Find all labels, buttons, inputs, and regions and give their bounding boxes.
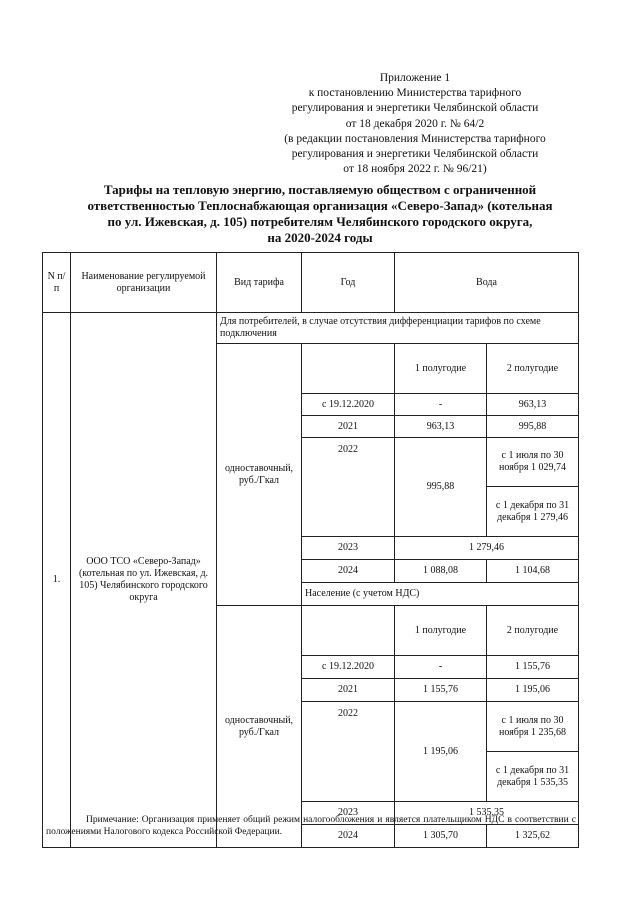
value-cell: 963,13 — [487, 394, 579, 416]
tariff-type-cell: одноставочный, руб./Гкал — [217, 344, 302, 606]
title-line: Тарифы на тепловую энергию, поставляемую обществом с ограниченной — [103, 182, 537, 197]
year-cell: 2024 — [302, 825, 395, 848]
year-cell: 2021 — [302, 679, 395, 702]
year-cell: с 19.12.2020 — [302, 394, 395, 416]
value-cell: - — [395, 656, 487, 679]
value-cell: с 1 декабря по 31 декабря 1 535,35 — [487, 752, 579, 802]
document-title — [40, 182, 600, 246]
year-cell: 2022 — [302, 438, 395, 537]
appendix-line: Приложение 1 — [379, 72, 451, 84]
appendix-line: от 18 ноября 2022 г. № 96/21) — [343, 163, 487, 176]
value-cell: с 1 декабря по 31 декабря 1 279,46 — [487, 487, 579, 537]
header-year: Год — [302, 253, 395, 313]
value-cell: 1 088,08 — [395, 560, 487, 583]
tariff-type-cell: одноставочный, руб./Гкал — [217, 606, 302, 848]
year-cell: 2023 — [302, 802, 395, 825]
value-cell: 1 104,68 — [487, 560, 579, 583]
value-cell: 995,88 — [487, 416, 579, 438]
header-tariff-type: Вид тарифа — [217, 253, 302, 313]
organization-name: ООО ТСО «Северо-Запад» (котельная по ул. Ижевская, д. 105) Челябинского городского округа — [71, 313, 217, 848]
empty-cell — [302, 344, 395, 394]
appendix-header — [250, 71, 580, 177]
value-cell: 995,88 — [395, 438, 487, 537]
value-cell: с 1 июля по 30 ноября 1 029,74 — [487, 438, 579, 487]
value-cell: 1 195,06 — [487, 679, 579, 702]
appendix-line: к постановлению Министерства тарифного — [308, 87, 522, 100]
value-cell: 1 195,06 — [395, 702, 487, 802]
year-cell: 2022 — [302, 702, 395, 802]
half2-header: 2 полугодие — [487, 606, 579, 656]
appendix-line: (в редакции постановления Министерства тарифного — [284, 132, 546, 145]
year-cell: 2021 — [302, 416, 395, 438]
footnote: Примечание: Организация применяет общий режим налогообложения и является плательщиком НДС в соответствии с положениями Налогового кодекса Российской Федерации. — [46, 815, 576, 837]
header-org: Наименование регулируемой организации — [71, 253, 217, 313]
year-cell: 2024 — [302, 560, 395, 583]
half2-header: 2 полугодие — [487, 344, 579, 394]
value-cell: 1 305,70 — [395, 825, 487, 848]
year-cell: с 19.12.2020 — [302, 656, 395, 679]
empty-cell — [302, 606, 395, 656]
row-number: 1. — [43, 313, 71, 848]
half1-header: 1 полугодие — [395, 344, 487, 394]
value-cell: 1 279,46 — [395, 537, 579, 560]
header-num: N п/п — [43, 253, 71, 313]
value-cell: 1 155,76 — [487, 656, 579, 679]
section-label: Для потребителей, в случае отсутствия дифференциации тарифов по схеме подключения — [217, 313, 579, 344]
value-cell: с 1 июля по 30 ноября 1 235,68 — [487, 702, 579, 752]
title-line: ответственностью Теплоснабжающая организация «Северо-Запад» (котельная — [87, 198, 553, 213]
tariff-table — [42, 252, 579, 848]
value-cell: - — [395, 394, 487, 416]
appendix-line: от 18 декабря 2020 г. № 64/2 — [345, 117, 485, 130]
section-label: Население (с учетом НДС) — [302, 583, 579, 606]
value-cell: 1 535,35 — [395, 802, 579, 825]
half1-header: 1 полугодие — [395, 606, 487, 656]
title-line: по ул. Ижевская, д. 105) потребителям Челябинского городского округа, — [107, 214, 533, 229]
value-cell: 963,13 — [395, 416, 487, 438]
appendix-line: регулирования и энергетики Челябинской области — [291, 102, 539, 115]
appendix-line: регулирования и энергетики Челябинской области — [291, 148, 539, 161]
year-cell: 2023 — [302, 537, 395, 560]
value-cell: 1 155,76 — [395, 679, 487, 702]
header-water: Вода — [395, 253, 579, 313]
value-cell: 1 325,62 — [487, 825, 579, 848]
title-line: на 2020-2024 годы — [267, 230, 373, 245]
